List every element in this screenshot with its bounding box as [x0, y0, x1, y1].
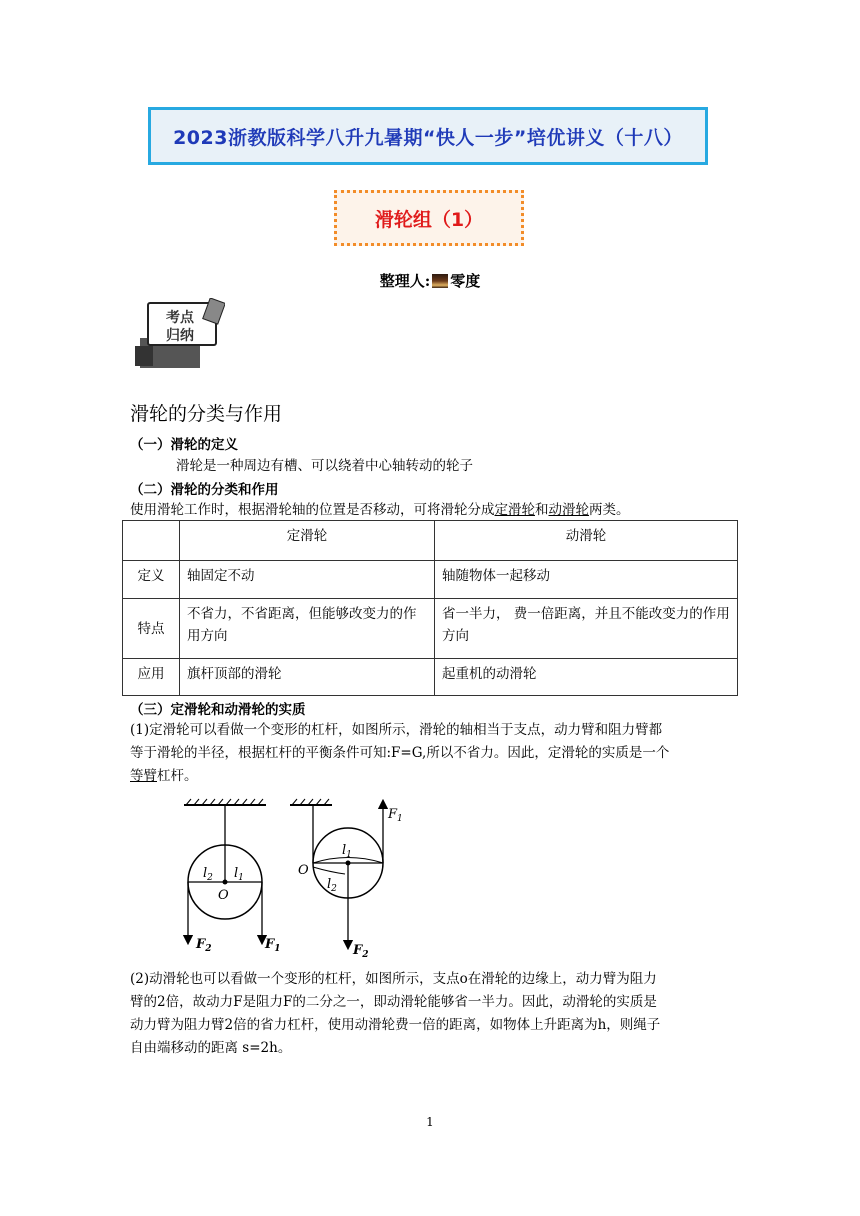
part1-heading: （一）滑轮的定义 — [130, 437, 238, 453]
pulley-comparison-table — [122, 520, 738, 696]
section-title: 滑轮的分类与作用 — [130, 403, 283, 425]
document-title: 2023浙教版科学八升九暑期“快人一步”培优讲义（十八） — [173, 126, 683, 149]
svg-text:l2: $l_2$ — [327, 877, 337, 894]
table-row — [123, 599, 738, 659]
table-header-cell: 动滑轮 — [435, 521, 738, 561]
table-row — [123, 561, 738, 599]
table-cell: 省一半力， 费一倍距离，并且不能改变力的作用方向 — [435, 599, 738, 659]
fixed-pulley-term: 定滑轮 — [494, 502, 535, 518]
table-cell: 轴随物体一起移动 — [435, 561, 738, 599]
subtitle-banner — [334, 190, 524, 246]
author-name: 零度 — [450, 272, 481, 290]
author-line — [0, 270, 860, 291]
table-row — [123, 659, 738, 696]
table-cell: 轴固定不动 — [180, 561, 435, 599]
part3-paragraph2: (2)动滑轮也可以看做一个变形的杠杆，如图所示，支点o在滑轮的边缘上，动力臂为阻力 臂的2倍，故动力F是阻力F的二分之一，即动滑轮能够省一半力。因此，动滑轮的实质是 动力臂为阻力臂2倍的省力杠杆，使用动滑轮费一倍的距离，如物体上升距离为h，则绳子 自由端移动的距离 s=2h。 — [130, 971, 661, 1056]
badge-hand-icon — [203, 298, 225, 324]
key-points-badge — [130, 298, 225, 370]
table-cell: 起重机的动滑轮 — [435, 659, 738, 696]
page-number: 1 — [426, 1115, 434, 1129]
badge-line2: 归纳 — [166, 328, 194, 344]
table-cell: 旗杆顶部的滑轮 — [180, 659, 435, 696]
author-label: 整理人: — [379, 272, 431, 290]
fixed-pulley-lever-diagram — [184, 799, 281, 954]
svg-text:F2: $F_2$ — [196, 937, 212, 954]
part1-text: 滑轮是一种周边有槽、可以绕着中心轴转动的轮子 — [176, 458, 473, 474]
table-cell: 定义 — [123, 561, 180, 599]
movable-pulley-term: 动滑轮 — [548, 502, 589, 518]
table-header-cell — [123, 521, 180, 561]
table-cell: 特点 — [123, 599, 180, 659]
svg-text:F1: $F_1$ — [388, 807, 403, 824]
table-header-cell: 定滑轮 — [180, 521, 435, 561]
part3-paragraph1: (1)定滑轮可以看做一个变形的杠杆，如图所示，滑轮的轴相当于支点，动力臂和阻力臂都 等于滑轮的半径，根据杠杆的平衡条件可知:F=G,所以不省力。因此，定滑轮的实质是一个 等臂杠杆。 — [130, 722, 670, 784]
equal-arm-term: 等臂 — [130, 768, 157, 784]
svg-text:l2: $l_2$ — [203, 866, 213, 883]
svg-text:l1: $l_1$ — [234, 866, 244, 883]
movable-pulley-lever-diagram — [290, 799, 403, 960]
part2-intro: 使用滑轮工作时，根据滑轮轴的位置是否移动，可将滑轮分成定滑轮和动滑轮两类。 — [130, 502, 630, 518]
table-cell: 不省力，不省距离，但能够改变力的作用方向 — [180, 599, 435, 659]
table-header-row — [123, 521, 738, 561]
svg-text:F1: $F_1$ — [265, 937, 281, 954]
badge-line1: 考点 — [166, 310, 194, 326]
author-avatar-icon — [432, 274, 448, 288]
pulley-lever-figure — [170, 790, 430, 960]
svg-text:l1: $l_1$ — [342, 843, 352, 860]
svg-text:O: O — [218, 888, 229, 903]
table-cell: 应用 — [123, 659, 180, 696]
part2-heading: （二）滑轮的分类和作用 — [130, 482, 279, 498]
svg-text:F2: $F_2$ — [353, 943, 369, 960]
title-banner — [148, 107, 708, 165]
document-subtitle: 滑轮组（1） — [374, 208, 484, 231]
svg-text:O: O — [298, 863, 309, 878]
part3-heading: （三）定滑轮和动滑轮的实质 — [130, 702, 306, 718]
